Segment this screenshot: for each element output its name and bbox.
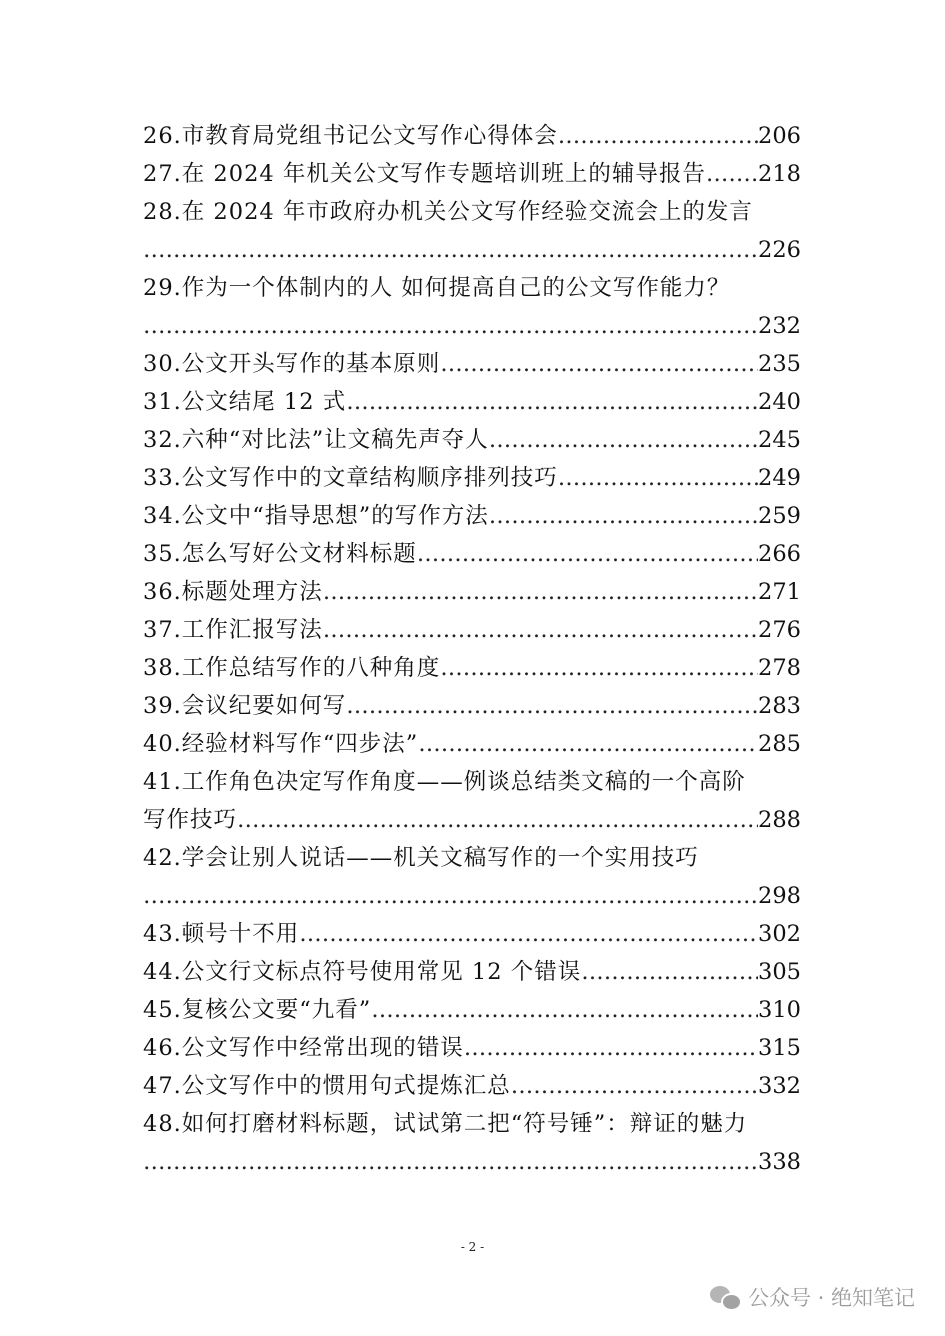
toc-entry bbox=[143, 573, 801, 611]
toc-entry bbox=[143, 611, 801, 649]
toc-leader-dots bbox=[558, 117, 758, 155]
toc-leader-dots bbox=[323, 611, 758, 649]
watermark bbox=[710, 1280, 915, 1314]
toc-entry bbox=[143, 193, 801, 231]
toc-entry bbox=[143, 763, 801, 801]
toc-entry bbox=[143, 383, 801, 421]
toc-leader-dots bbox=[323, 573, 758, 611]
toc-leader-dots bbox=[143, 231, 758, 269]
toc-entry-page: 206 bbox=[758, 123, 801, 149]
toc-entry bbox=[143, 155, 801, 193]
toc-entry-title: 44.公文行文标点符号使用常见 12 个错误 bbox=[143, 959, 582, 985]
toc-entry bbox=[143, 421, 801, 459]
toc-entry-title: 36.标题处理方法 bbox=[143, 579, 323, 605]
toc-leader-dots bbox=[143, 307, 758, 345]
toc-leader-dots bbox=[489, 421, 758, 459]
toc-leader-dots bbox=[346, 383, 758, 421]
page-number: - 2 - bbox=[460, 1240, 485, 1254]
toc-entry-title: 41.工作角色决定写作角度——例谈总结类文稿的一个高阶 bbox=[143, 769, 746, 795]
toc-leader-dots bbox=[440, 345, 758, 383]
toc-entry bbox=[143, 953, 801, 991]
toc-entry-page: 305 bbox=[758, 959, 801, 985]
watermark-text: 公众号 · 绝知笔记 bbox=[747, 1286, 915, 1310]
toc-entry-title: 32.六种“对比法”让文稿先声夺人 bbox=[143, 427, 489, 453]
toc-leader-dots bbox=[706, 155, 758, 193]
toc-entry bbox=[143, 1143, 801, 1181]
toc-entry bbox=[143, 1029, 801, 1067]
toc-entry-page: 332 bbox=[758, 1073, 801, 1099]
toc-entry bbox=[143, 649, 801, 687]
toc-entry bbox=[143, 839, 801, 877]
toc-entry-page: 218 bbox=[758, 161, 801, 187]
toc-entry-page: 278 bbox=[758, 655, 801, 681]
toc-entry bbox=[143, 345, 801, 383]
toc-entry-title: 39.会议纪要如何写 bbox=[143, 693, 347, 719]
toc-entry-title: 34.公文中“指导思想”的写作方法 bbox=[143, 503, 489, 529]
toc-entry-title: 写作技巧 bbox=[143, 807, 238, 833]
toc-leader-dots bbox=[558, 459, 758, 497]
toc-entry-title: 45.复核公文要“九看” bbox=[143, 997, 372, 1023]
toc-entry-page: 302 bbox=[758, 921, 801, 947]
toc-entry-title: 37.工作汇报写法 bbox=[143, 617, 323, 643]
toc-leader-dots bbox=[299, 915, 758, 953]
toc-leader-dots bbox=[371, 991, 758, 1029]
toc-entry bbox=[143, 269, 801, 307]
toc-entry-page: 249 bbox=[758, 465, 801, 491]
toc-entry-page: 259 bbox=[758, 503, 801, 529]
toc-entry-title: 29.作为一个体制内的人 如何提高自己的公文写作能力？ bbox=[143, 275, 731, 301]
toc-entry bbox=[143, 1105, 801, 1143]
toc-entry bbox=[143, 877, 801, 915]
toc-entry-title: 33.公文写作中的文章结构顺序排列技巧 bbox=[143, 465, 558, 491]
toc-leader-dots bbox=[440, 649, 758, 687]
toc-entry bbox=[143, 991, 801, 1029]
toc-entry-title: 27.在 2024 年机关公文写作专题培训班上的辅导报告 bbox=[143, 161, 706, 187]
toc-entry-page: 288 bbox=[758, 807, 801, 833]
toc-entry-title: 35.怎么写好公文材料标题 bbox=[143, 541, 417, 567]
toc-entry-title: 31.公文结尾 12 式 bbox=[143, 389, 347, 415]
toc-entry-page: 285 bbox=[758, 731, 801, 757]
toc-entry-page: 283 bbox=[758, 693, 801, 719]
toc-entry-page: 338 bbox=[758, 1149, 801, 1175]
toc-entry bbox=[143, 535, 801, 573]
toc-entry-page: 315 bbox=[758, 1035, 801, 1061]
toc-entry-page: 310 bbox=[758, 997, 801, 1023]
toc-entry-page: 240 bbox=[758, 389, 801, 415]
toc-leader-dots bbox=[346, 687, 758, 725]
toc-entry bbox=[143, 725, 801, 763]
toc-entry-page: 245 bbox=[758, 427, 801, 453]
toc-entry bbox=[143, 231, 801, 269]
table-of-contents bbox=[143, 117, 801, 1181]
toc-entry-page: 235 bbox=[758, 351, 801, 377]
toc-entry-page: 276 bbox=[758, 617, 801, 643]
toc-leader-dots bbox=[418, 725, 758, 763]
toc-entry-page: 266 bbox=[758, 541, 801, 567]
toc-leader-dots bbox=[511, 1067, 758, 1105]
toc-entry-title: 43.顿号十不用 bbox=[143, 921, 300, 947]
toc-entry bbox=[143, 307, 801, 345]
toc-entry-title: 46.公文写作中经常出现的错误 bbox=[143, 1035, 464, 1061]
toc-entry-title: 47.公文写作中的惯用句式提炼汇总 bbox=[143, 1073, 511, 1099]
toc-leader-dots bbox=[581, 953, 758, 991]
toc-entry-page: 271 bbox=[758, 579, 801, 605]
toc-entry-page: 226 bbox=[758, 237, 801, 263]
toc-entry bbox=[143, 687, 801, 725]
toc-entry-title: 42.学会让别人说话——机关文稿写作的一个实用技巧 bbox=[143, 845, 699, 871]
toc-leader-dots bbox=[143, 1143, 758, 1181]
toc-leader-dots bbox=[237, 801, 758, 839]
toc-entry-title: 28.在 2024 年市政府办机关公文写作经验交流会上的发言 bbox=[143, 199, 753, 225]
toc-entry bbox=[143, 801, 801, 839]
toc-leader-dots bbox=[417, 535, 758, 573]
toc-entry-page: 298 bbox=[758, 883, 801, 909]
toc-entry bbox=[143, 915, 801, 953]
toc-entry-page: 232 bbox=[758, 313, 801, 339]
toc-entry-title: 30.公文开头写作的基本原则 bbox=[143, 351, 441, 377]
toc-entry-title: 40.经验材料写作“四步法” bbox=[143, 731, 419, 757]
toc-leader-dots bbox=[464, 1029, 758, 1067]
toc-entry-title: 26.市教育局党组书记公文写作心得体会 bbox=[143, 123, 558, 149]
toc-entry-title: 38.工作总结写作的八种角度 bbox=[143, 655, 441, 681]
toc-leader-dots bbox=[489, 497, 758, 535]
toc-entry bbox=[143, 1067, 801, 1105]
wechat-icon bbox=[710, 1284, 740, 1310]
toc-entry bbox=[143, 117, 801, 155]
toc-leader-dots bbox=[143, 877, 758, 915]
toc-entry bbox=[143, 497, 801, 535]
toc-entry-title: 48.如何打磨材料标题，试试第二把“符号锤”：辩证的魅力 bbox=[143, 1111, 748, 1137]
toc-entry bbox=[143, 459, 801, 497]
